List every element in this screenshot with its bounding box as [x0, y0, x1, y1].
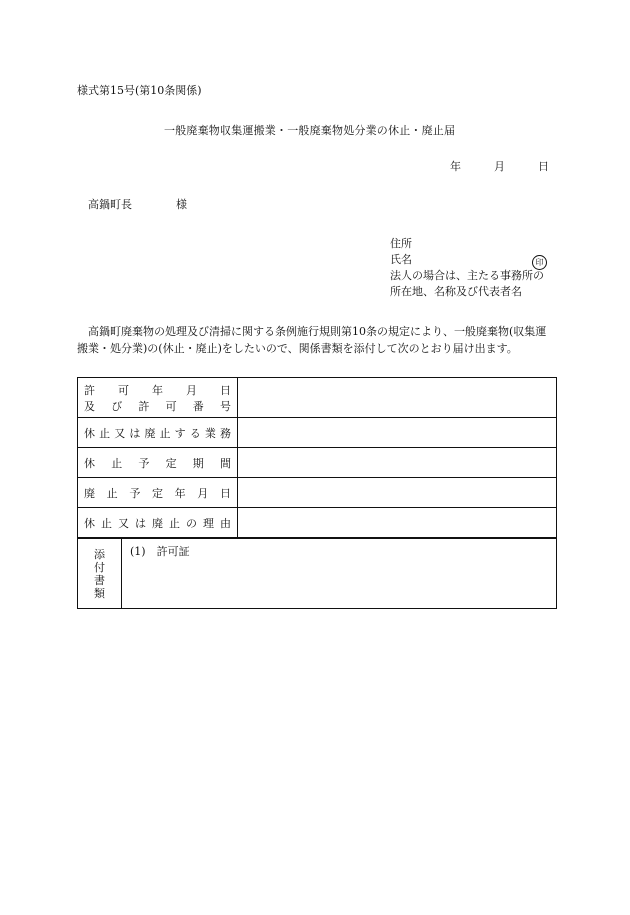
label-char: 廃	[152, 516, 163, 530]
reason-label	[78, 508, 238, 538]
label-char: 止	[169, 516, 180, 530]
label-char: 休	[84, 426, 95, 440]
label-char: 期	[192, 456, 204, 470]
notification-body: 高鍋町廃棄物の処理及び清掃に関する条例施行規則第10条の規定により、一般廃棄物(収集運搬業・処分業)の(休止・廃止)をしたいので、関係書類を添付して次のとおり届け出ます。	[77, 325, 547, 355]
permit-date-number-field[interactable]	[238, 378, 557, 418]
year-label: 年	[450, 160, 461, 173]
attachment-label-char: 付	[94, 560, 105, 574]
label-char: 許	[138, 399, 150, 413]
name-label: 氏名	[390, 253, 412, 266]
label-char: す	[174, 426, 186, 440]
label-char: 理	[203, 516, 214, 530]
label-char: 又	[114, 426, 126, 440]
form-title: 一般廃棄物収集運搬業・一般廃棄物処分業の休止・廃止届	[164, 124, 456, 137]
corporate-note-line-1: 法人の場合は、主たる事務所の	[390, 269, 544, 282]
table-row	[78, 418, 557, 448]
label-char: 許	[84, 383, 95, 397]
corporate-note-line-2: 所在地、名称及び代表者名	[390, 285, 522, 298]
form-code: 様式第15号(第10条関係)	[77, 84, 202, 97]
abolition-date-label	[78, 478, 238, 508]
permit-date-number-label	[78, 378, 238, 418]
attachment-item: (1) 許可証	[130, 545, 190, 558]
label-char: は	[129, 426, 141, 440]
label-char: 定	[151, 486, 163, 500]
day-label: 日	[538, 160, 549, 173]
label-char: 廃	[144, 426, 156, 440]
label-char: 年	[152, 383, 163, 397]
label-char: の	[186, 516, 197, 530]
attachment-label-char: 類	[94, 586, 105, 600]
suspension-period-label	[78, 448, 238, 478]
label-char: 年	[174, 486, 186, 500]
attachment-label	[78, 539, 122, 609]
label-char: る	[189, 426, 201, 440]
table-row	[78, 508, 557, 538]
label-char: 廃	[84, 486, 95, 500]
label-char: 及	[84, 399, 95, 413]
suspended-business-label	[78, 418, 238, 448]
attachment-table	[77, 538, 557, 609]
label-char: 間	[219, 456, 231, 470]
table-row	[78, 478, 557, 508]
attachment-label-char: 添	[94, 547, 105, 561]
label-char: 可	[118, 383, 129, 397]
abolition-date-field[interactable]	[238, 478, 557, 508]
label-char: 務	[219, 426, 231, 440]
label-char: 止	[111, 456, 123, 470]
label-char: 休	[84, 516, 95, 530]
label-char: 予	[129, 486, 141, 500]
table-row	[78, 378, 557, 418]
label-char: 号	[219, 399, 231, 413]
table-row	[78, 448, 557, 478]
attachment-list	[122, 539, 557, 609]
attachment-label-char: 書	[94, 573, 105, 587]
label-char: 止	[106, 486, 118, 500]
suspended-business-field[interactable]	[238, 418, 557, 448]
label-char: 止	[99, 426, 111, 440]
label-char: び	[111, 399, 123, 413]
label-char: 月	[186, 383, 197, 397]
reason-field[interactable]	[238, 508, 557, 538]
address-label: 住所	[390, 237, 412, 250]
label-char: 番	[192, 399, 204, 413]
addressee-honorific: 様	[176, 198, 187, 211]
label-char: は	[135, 516, 146, 530]
label-char: 定	[165, 456, 177, 470]
detail-table	[77, 377, 557, 538]
label-char: 予	[138, 456, 150, 470]
label-char: 日	[219, 486, 231, 500]
month-label: 月	[494, 160, 505, 173]
applicant-block	[390, 236, 544, 300]
label-char: 可	[165, 399, 177, 413]
label-char: 止	[159, 426, 171, 440]
label-char: 又	[118, 516, 129, 530]
suspension-period-field[interactable]	[238, 448, 557, 478]
label-char: 由	[220, 516, 231, 530]
label-char: 業	[204, 426, 216, 440]
table-row	[78, 539, 557, 609]
label-char: 止	[101, 516, 112, 530]
addressee	[88, 198, 187, 212]
date-line	[450, 160, 549, 174]
seal-mark: 印	[532, 255, 547, 270]
label-char: 日	[220, 383, 231, 397]
label-char: 月	[197, 486, 209, 500]
label-char: 休	[84, 456, 95, 470]
addressee-name: 高鍋町長	[88, 198, 132, 211]
